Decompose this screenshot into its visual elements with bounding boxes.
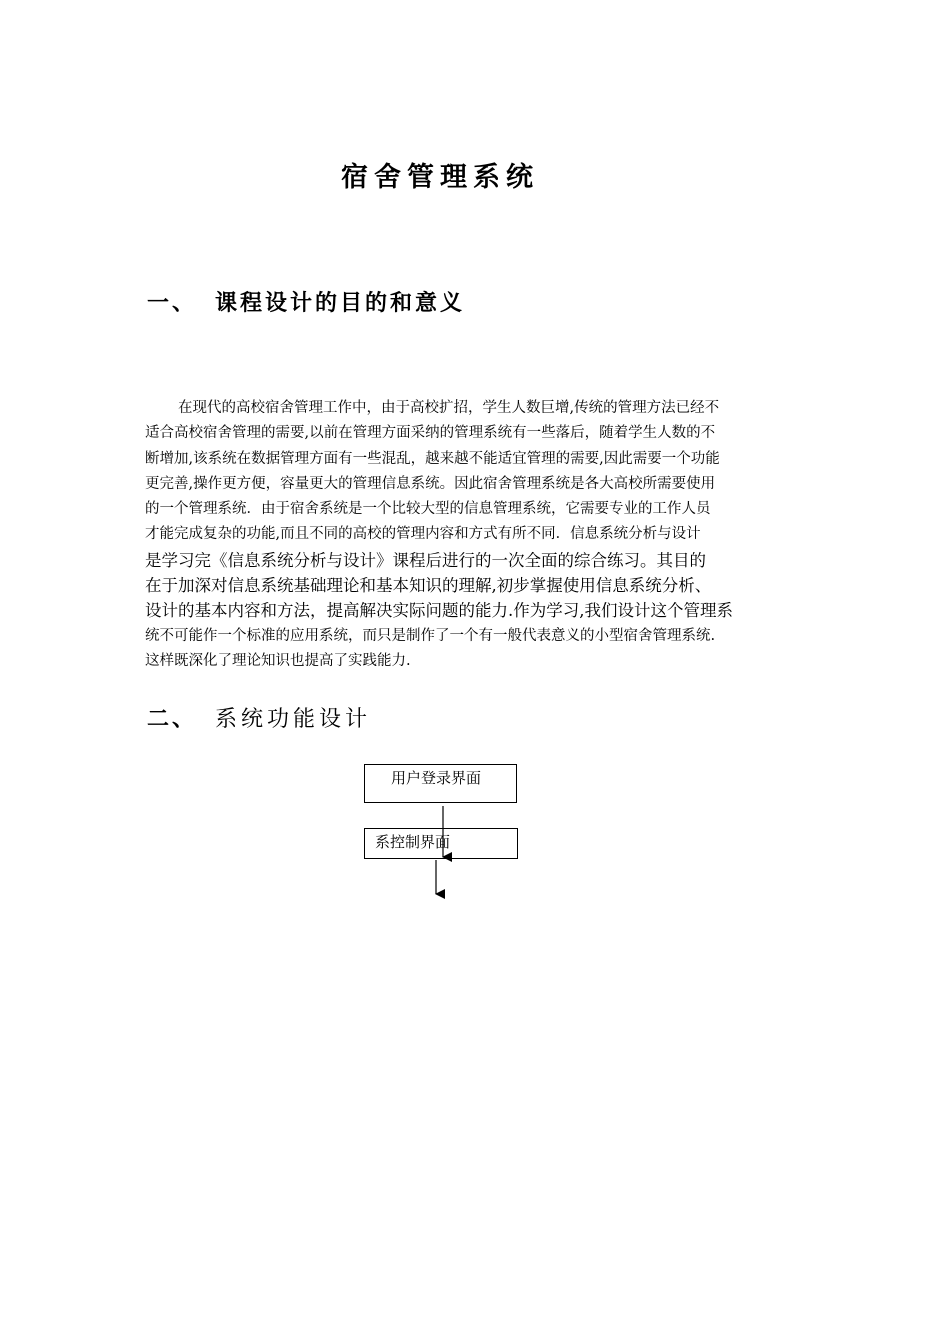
section-1-paragraph <box>145 396 810 674</box>
paragraph-line: 统不可能作一个标准的应用系统，而只是制作了一个有一般代表意义的小型宿舍管理系统. <box>145 627 716 644</box>
section-number: 一、 <box>147 291 198 316</box>
paragraph-line: 在于加深对信息系统基础理论和基本知识的理解,初步掌握使用信息系统分析、 <box>145 576 712 596</box>
paragraph-line: 设计的基本内容和方法，提高解决实际问题的能力.作为学习,我们设计这个管理系 <box>145 601 733 621</box>
paragraph-line: 在现代的高校宿舍管理工作中，由于高校扩招，学生人数巨增,传统的管理方法已经不 <box>178 400 720 416</box>
paragraph-line: 适合高校宿舍管理的需要,以前在管理方面采纳的管理系统有一些落后，随着学生人数的不 <box>145 425 716 442</box>
section-title: 系统功能设计 <box>215 707 372 732</box>
section-heading-2 <box>147 704 371 736</box>
paragraph-line: 是学习完《信息系统分析与设计》课程后进行的一次全面的综合练习。其目的 <box>145 550 706 570</box>
flowchart-node-login: 用户登录界面 <box>364 764 517 803</box>
section-number: 二、 <box>147 707 198 732</box>
page-title: 宿舍管理系统 <box>341 162 539 193</box>
paragraph-line: 断增加,该系统在数据管理方面有一些混乱，越来越不能适宜管理的需要,因此需要一个功能 <box>145 450 720 467</box>
paragraph-line: 的一个管理系统．由于宿舍系统是一个比较大型的信息管理系统，它需要专业的工作人员 <box>145 501 711 518</box>
paragraph-line: 这样既深化了理论知识也提高了实践能力. <box>145 652 411 669</box>
paragraph-line: 更完善,操作更方便，容量更大的管理信息系统。因此宿舍管理系统是各大高校所需要使用 <box>145 475 716 492</box>
flowchart-node-control: 系控制界面 <box>364 828 518 859</box>
section-title: 课程设计的目的和意义 <box>215 291 466 316</box>
paragraph-line: 才能完成复杂的功能,而且不同的高校的管理内容和方式有所不同．信息系统分析与设计 <box>145 526 701 543</box>
section-heading-1 <box>147 288 465 320</box>
